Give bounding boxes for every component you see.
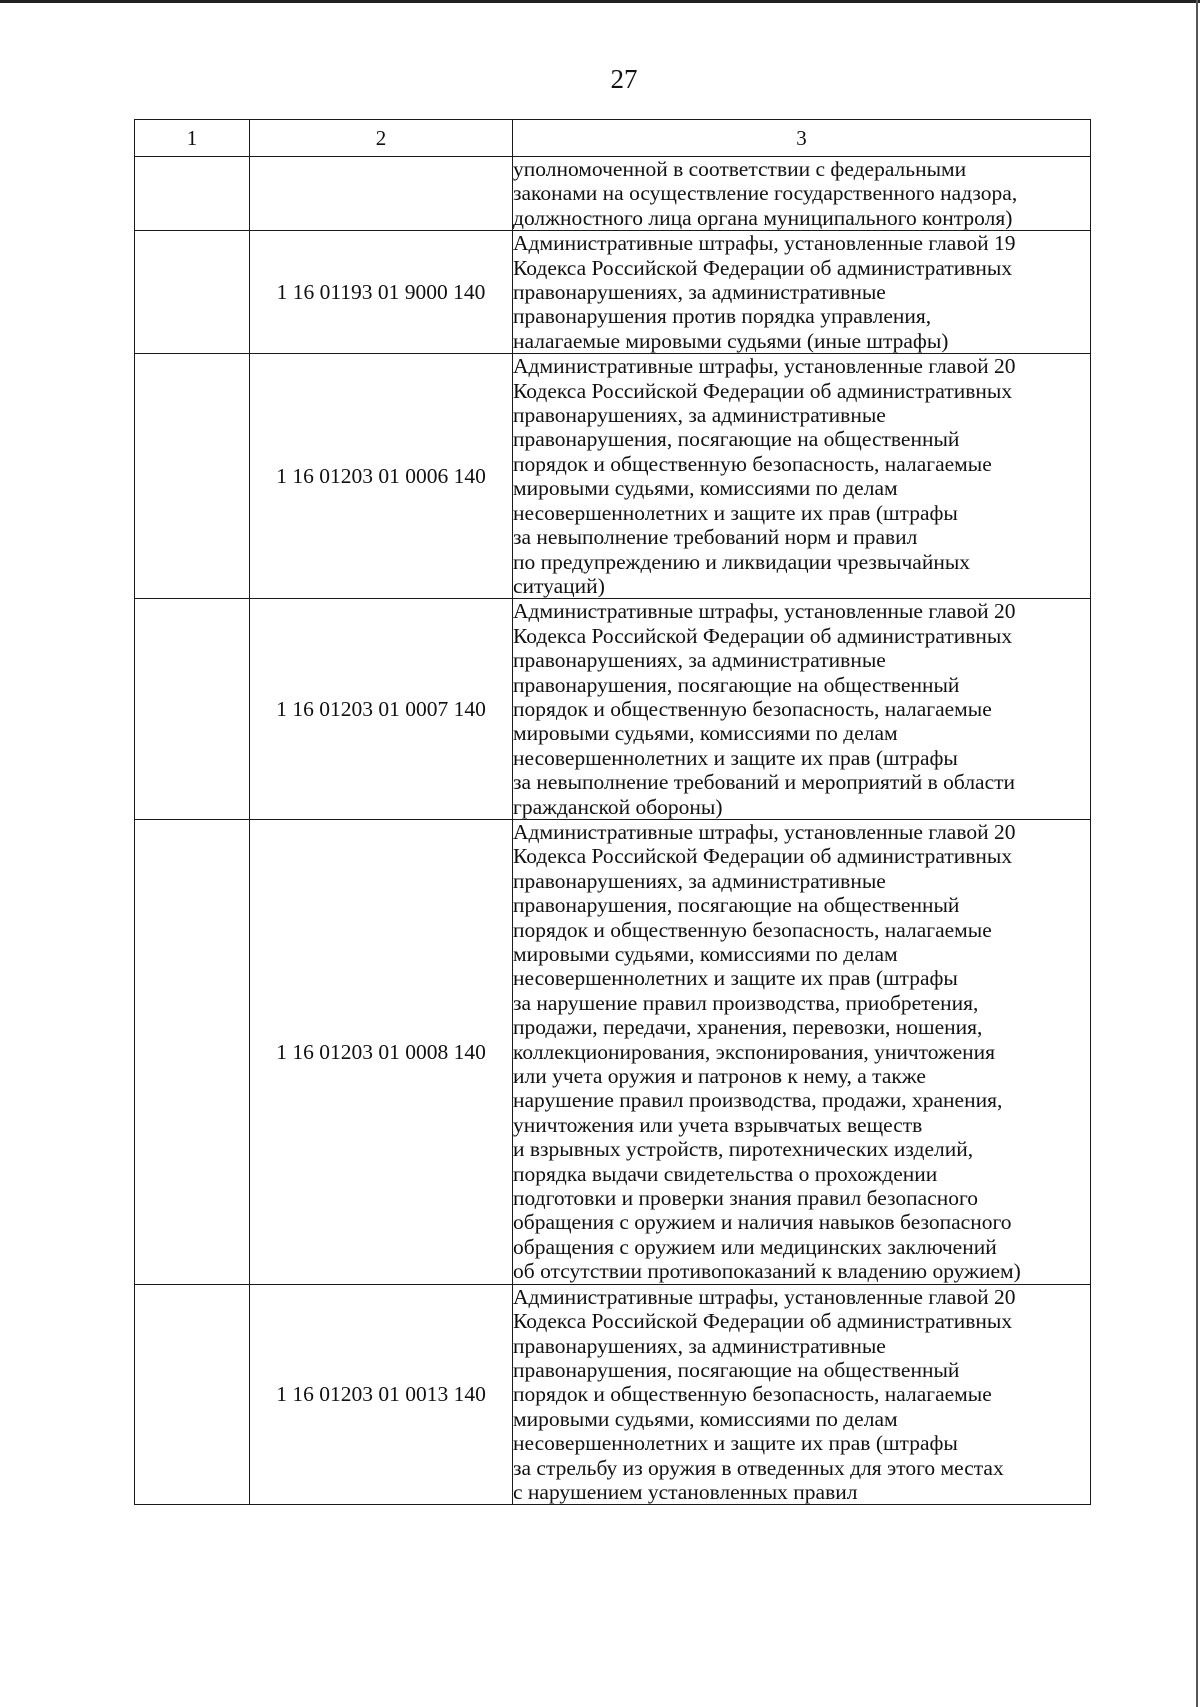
description-cell (513, 819, 1091, 1284)
description-line: мировыми судьями, комиссиями по делам (513, 1406, 898, 1431)
description-line: об отсутствии противопоказаний к владению оружием) (513, 1259, 1021, 1284)
description-line: Кодекса Российской Федерации об административных (513, 1309, 1013, 1334)
description-line: за невыполнение требований и мероприятий в области (513, 770, 1016, 795)
description-line: подготовки и проверки знания правил безопасного (513, 1186, 979, 1211)
description-line: несовершеннолетних и защите их прав (штрафы (513, 1431, 958, 1456)
table-row (135, 157, 1091, 231)
description-line: Кодекса Российской Федерации об административных (513, 844, 1013, 869)
description-line: правонарушения, посягающие на общественный (513, 1357, 960, 1382)
description-line: обращения с оружием и наличия навыков безопасного (513, 1210, 1012, 1235)
table-body (135, 157, 1091, 1505)
row-number-cell (135, 819, 250, 1284)
description-line: обращения с оружием или медицинских заключений (513, 1234, 997, 1259)
row-number-cell (135, 231, 250, 354)
row-number-cell (135, 157, 250, 231)
page-number: 27 (610, 64, 638, 94)
row-number-cell (135, 1284, 250, 1505)
description-line: правонарушениях, за административные (513, 403, 886, 428)
description-line: порядка выдачи свидетельства о прохождении (513, 1161, 938, 1186)
description-line: мировыми судьями, комиссиями по делам (513, 721, 898, 746)
description-line: за невыполнение требований норм и правил (513, 525, 918, 550)
description-line: правонарушения, посягающие на общественный (513, 893, 960, 918)
description-line: правонарушения против порядка управления, (513, 304, 932, 329)
description-line: по предупреждению и ликвидации чрезвычайных (513, 549, 971, 574)
description-line: Административные штрафы, установленные главой 19 (513, 231, 1016, 256)
description-cell (513, 599, 1091, 820)
budget-code-cell: 1 16 01193 01 9000 140 (250, 231, 513, 354)
budget-code-cell: 1 16 01203 01 0013 140 (250, 1284, 513, 1505)
description-line: законами на осуществление государственного надзора, (513, 181, 1018, 206)
description-line: порядок и общественную безопасность, налагаемые (513, 451, 992, 476)
description-line: Административные штрафы, установленные главой 20 (513, 1284, 1016, 1309)
fee-codes-table (134, 119, 1091, 1505)
page-right-border (1196, 0, 1198, 1707)
description-line: с нарушением установленных правил (513, 1479, 858, 1504)
budget-code-cell: 1 16 01203 01 0007 140 (250, 599, 513, 820)
description-line: коллекционирования, экспонирования, уничтожения (513, 1039, 996, 1064)
description-line: или учета оружия и патронов к нему, а также (513, 1064, 926, 1089)
header-cell-col3: 3 (513, 120, 1091, 157)
description-line: Административные штрафы, установленные главой 20 (513, 819, 1016, 844)
description-cell (513, 1284, 1091, 1505)
table-header-row (135, 120, 1091, 157)
description-line: порядок и общественную безопасность, налагаемые (513, 1382, 992, 1407)
description-line: гражданской обороны) (513, 794, 723, 819)
description-line: правонарушения, посягающие на общественный (513, 427, 960, 452)
description-line: Административные штрафы, установленные главой 20 (513, 354, 1016, 379)
description-line: правонарушениях, за административные (513, 868, 886, 893)
description-line: Административные штрафы, установленные главой 20 (513, 599, 1016, 624)
table-row (135, 354, 1091, 599)
description-line: налагаемые мировыми судьями (иные штрафы) (513, 328, 949, 353)
description-line: порядок и общественную безопасность, налагаемые (513, 696, 992, 721)
table-row (135, 231, 1091, 354)
description-line: Кодекса Российской Федерации об административных (513, 255, 1013, 280)
row-number-cell (135, 599, 250, 820)
description-line: правонарушения, посягающие на общественный (513, 672, 960, 697)
description-line: правонарушениях, за административные (513, 1333, 886, 1358)
budget-code-cell: 1 16 01203 01 0008 140 (250, 819, 513, 1284)
description-line: и взрывных устройств, пиротехнических изделий, (513, 1137, 974, 1162)
description-line: продажи, передачи, хранения, перевозки, ношения, (513, 1015, 983, 1040)
description-line: мировыми судьями, комиссиями по делам (513, 942, 898, 966)
description-line: Кодекса Российской Федерации об административных (513, 378, 1013, 403)
description-line: несовершеннолетних и защите их прав (штрафы (513, 500, 958, 525)
table-row (135, 1284, 1091, 1505)
description-line: за нарушение правил производства, приобретения, (513, 990, 979, 1015)
description-line: несовершеннолетних и защите их прав (штрафы (513, 966, 958, 991)
description-line: несовершеннолетних и защите их прав (штрафы (513, 745, 958, 770)
header-cell-col1: 1 (135, 120, 250, 157)
description-cell (513, 354, 1091, 599)
description-line: нарушение правил производства, продажи, хранения, (513, 1088, 1003, 1113)
header-cell-col2: 2 (250, 120, 513, 157)
description-line: порядок и общественную безопасность, налагаемые (513, 917, 992, 942)
description-cell (513, 157, 1091, 231)
description-cell (513, 231, 1091, 354)
description-line: правонарушениях, за административные (513, 280, 886, 305)
description-line: уполномоченной в соответствии с федеральными (513, 157, 967, 181)
description-line: Кодекса Российской Федерации об административных (513, 623, 1013, 648)
page-top-border (0, 0, 1200, 3)
description-line: ситуаций) (513, 573, 605, 598)
budget-code-cell: 1 16 01203 01 0006 140 (250, 354, 513, 599)
budget-code-cell (250, 157, 513, 231)
table-row (135, 819, 1091, 1284)
description-line: правонарушениях, за административные (513, 648, 886, 673)
table-row (135, 599, 1091, 820)
row-number-cell (135, 354, 250, 599)
description-line: должностного лица органа муниципального контроля) (513, 205, 1013, 230)
description-line: за стрельбу из оружия в отведенных для этого местах (513, 1455, 1004, 1480)
description-line: мировыми судьями, комиссиями по делам (513, 476, 898, 501)
description-line: уничтожения или учета взрывчатых веществ (513, 1112, 923, 1137)
